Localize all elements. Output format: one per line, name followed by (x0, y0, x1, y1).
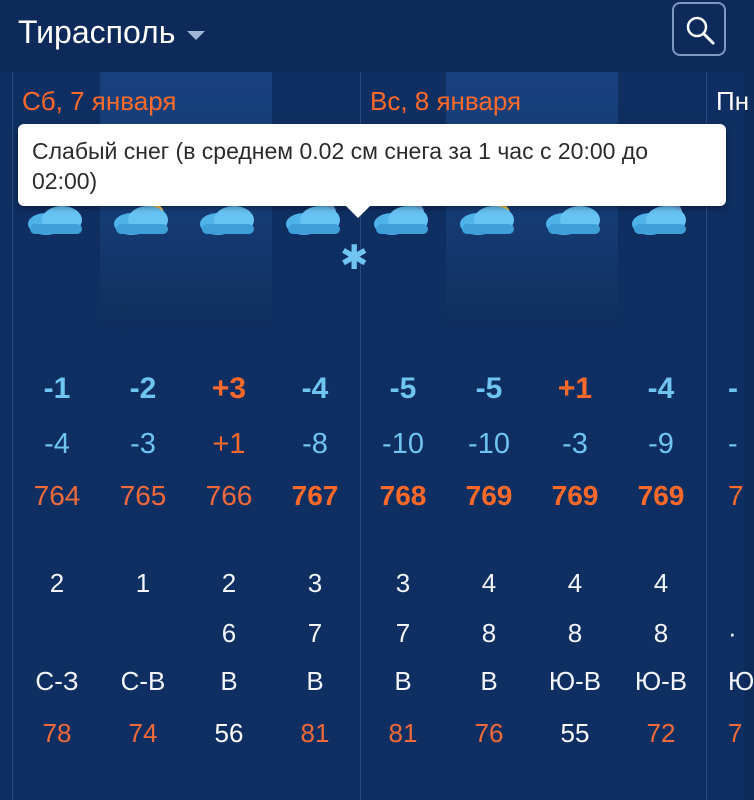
cell-temp: -5 (475, 372, 503, 405)
cell-dir: В (394, 666, 412, 696)
cell-humidity: 56 (214, 718, 244, 748)
partial-cell-pressure: 7 (728, 480, 744, 511)
snowflake-icon: ✱ (340, 239, 369, 277)
cell-wind: 2 (221, 568, 237, 598)
cell-dir: Ю-В (548, 666, 602, 696)
cell-gust: 7 (307, 618, 323, 648)
partial-cell-feels: - (728, 428, 738, 460)
search-button[interactable] (672, 2, 726, 56)
partial-cell-dir: Ю (728, 666, 754, 696)
cell-humidity: 55 (560, 718, 590, 748)
cell-pressure: 768 (379, 480, 427, 511)
cell-gust: 8 (567, 618, 583, 648)
cell-humidity: 74 (128, 718, 158, 748)
cell-pressure: 769 (637, 480, 685, 511)
cell-wind: 3 (395, 568, 411, 598)
cell-temp: +3 (211, 372, 247, 405)
cell-dir: В (480, 666, 498, 696)
city-selector[interactable] (18, 14, 205, 51)
cell-feels: -4 (44, 428, 70, 460)
cell-wind: 4 (567, 568, 583, 598)
cell-pressure: 769 (465, 480, 513, 511)
cell-feels: -8 (302, 428, 328, 460)
cell-feels: -9 (648, 428, 674, 460)
cell-humidity: 76 (474, 718, 504, 748)
cell-dir: С-В (120, 666, 166, 696)
chevron-down-icon (187, 31, 205, 40)
cell-pressure: 764 (33, 480, 81, 511)
cell-humidity: 78 (42, 718, 72, 748)
cell-gust: 8 (653, 618, 669, 648)
partial-cell-humidity: 7 (728, 718, 743, 748)
cell-wind: 2 (49, 568, 65, 598)
cell-pressure: 769 (551, 480, 599, 511)
cell-humidity: 81 (300, 718, 330, 748)
cell-wind: 4 (481, 568, 497, 598)
app-header (0, 0, 744, 66)
city-name: Тирасполь (18, 14, 176, 50)
cell-feels: -3 (562, 428, 588, 460)
cell-wind: 3 (307, 568, 323, 598)
day-label-saturday: Сб, 7 января (22, 86, 177, 116)
tooltip-text: Слабый снег (в среднем 0.02 см снега за 1 час с 20:00 до 02:00) (32, 138, 649, 194)
cell-feels: -10 (468, 428, 510, 460)
cell-temp: -1 (43, 372, 71, 405)
partial-cell-temp: - (728, 372, 738, 405)
cell-gust: 7 (395, 618, 411, 648)
cell-humidity: 81 (388, 718, 418, 748)
cell-temp: -2 (129, 372, 157, 405)
cell-gust: 6 (221, 618, 237, 648)
cell-wind: 4 (653, 568, 669, 598)
day-label-sunday: Вс, 8 января (370, 86, 522, 116)
cell-gust: 8 (481, 618, 497, 648)
cell-feels: -3 (130, 428, 156, 460)
tooltip-arrow (344, 204, 372, 218)
day-divider (12, 72, 13, 800)
cell-humidity: 72 (646, 718, 676, 748)
cell-wind: 1 (135, 568, 151, 598)
cell-dir: С-З (35, 666, 79, 696)
cell-dir: В (220, 666, 238, 696)
cell-temp: +1 (557, 372, 593, 405)
cell-temp: -4 (647, 372, 675, 405)
partial-cell-gust: · (728, 618, 737, 648)
cell-temp: -5 (389, 372, 417, 405)
cell-dir: В (306, 666, 324, 696)
cell-feels: +1 (212, 428, 246, 460)
day-label-monday: Пн (716, 86, 750, 116)
cell-pressure: 766 (205, 480, 253, 511)
cell-dir: Ю-В (634, 666, 688, 696)
cell-temp: -4 (301, 372, 329, 405)
cell-pressure: 767 (291, 480, 339, 511)
precipitation-tooltip (18, 124, 726, 206)
cell-pressure: 765 (119, 480, 167, 511)
cell-feels: -10 (382, 428, 424, 460)
search-icon (683, 13, 717, 47)
